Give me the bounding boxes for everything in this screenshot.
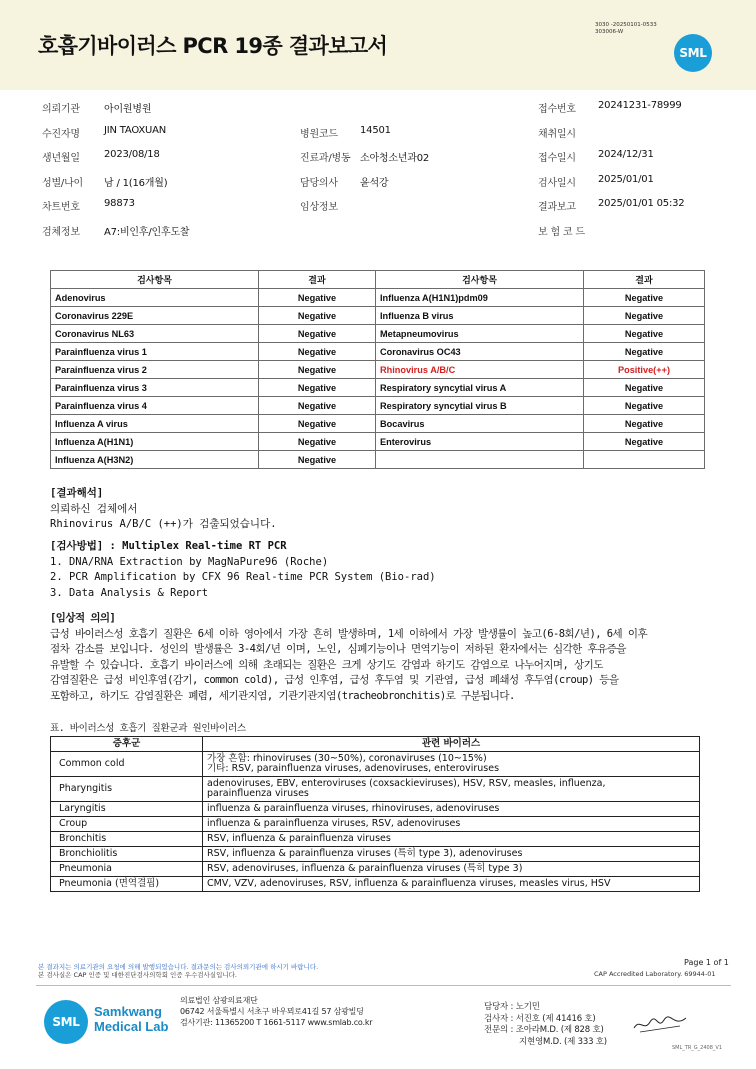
virus-cell: [203, 877, 700, 892]
test-name-cell: Adenovirus: [51, 289, 259, 307]
info-label: 검체정보: [42, 226, 80, 238]
method-line: 2. PCR Amplification by CFX 96 Real-time PCR System (Bio-rad): [50, 571, 436, 583]
clinical-line: 유발할 수 있습니다. 호흡기 바이러스에 의해 초래되는 질환은 크게 상기도 감염과 하기도 감염으로 나누어지며, 상기도: [50, 658, 603, 671]
virus-line: RSV, influenza & parainfluenza viruses (특히 type 3), adenoviruses: [207, 848, 523, 859]
test-name-cell: Influenza B virus: [376, 307, 584, 325]
clinical-line: 감염질환은 급성 비인후염(감기, common cold), 급성 인후염, 급성 후두염 및 기관염, 급성 폐쇄성 후두염(croup) 등을: [50, 674, 619, 686]
virus-row: [51, 847, 700, 862]
result-cell: Negative: [259, 343, 376, 361]
signature-image: [630, 1012, 690, 1037]
virus-line: adenoviruses, EBV, enteroviruses (coxsackieviruses), HSV, RSV, measles, influenza,: [207, 778, 606, 789]
test-name-cell: Coronavirus NL63: [51, 325, 259, 343]
clinical-heading: [임상적 의의]: [50, 612, 116, 624]
col-header-syndrome: 증후군: [51, 737, 203, 752]
result-cell: Negative: [584, 415, 705, 433]
syndrome-cell: Laryngitis: [51, 802, 203, 817]
method-line: 3. Data Analysis & Report: [50, 586, 209, 599]
info-label: 검사일시: [538, 177, 576, 189]
result-row: [51, 433, 705, 451]
info-value: 2025/01/01 05:32: [598, 198, 685, 209]
test-name-cell: Parainfluenza virus 1: [51, 343, 259, 361]
clinical-line: 급성 바이러스성 호흡기 질환은 6세 이하 영아에서 가장 흔히 발생하며, 1세 이하에서 가장 발생률이 높고(6-8회/년), 6세 이후: [50, 627, 648, 640]
virus-line: 기타: RSV, parainfluenza viruses, adenoviruses, enteroviruses: [207, 763, 500, 774]
syndrome-cell: Pharyngitis: [51, 777, 203, 802]
cap-accreditation: CAP Accredited Laboratory. 69944-01: [594, 970, 716, 978]
result-cell: Negative: [259, 379, 376, 397]
virus-row: [51, 802, 700, 817]
info-label: 담당의사: [300, 177, 338, 189]
result-cell: Negative: [259, 307, 376, 325]
col-header-test: 검사항목: [51, 271, 259, 289]
info-row: [42, 223, 722, 248]
result-cell: Negative: [259, 397, 376, 415]
virus-line: influenza & parainfluenza viruses, rhinoviruses, adenoviruses: [207, 803, 500, 814]
result-row: [51, 415, 705, 433]
virus-line: parainfluenza viruses: [207, 788, 309, 799]
info-value: 14501: [360, 124, 391, 136]
result-row: [51, 343, 705, 361]
col-header-result: 결과: [584, 271, 705, 289]
report-title: 호흡기바이러스 PCR 19종 결과보고서: [38, 34, 388, 58]
sml-logo-footer: SML: [44, 1000, 88, 1044]
result-row: [51, 397, 705, 415]
method-section: [50, 539, 436, 601]
virus-header-row: [51, 737, 700, 752]
method-line: 1. DNA/RNA Extraction by MagNaPure96 (Roche): [50, 555, 329, 568]
interpretation-heading: [결과해석]: [50, 487, 104, 499]
test-name-cell: Metapneumovirus: [376, 325, 584, 343]
info-value: 2024/12/31: [598, 149, 654, 160]
col-header-result: 결과: [259, 271, 376, 289]
info-value: 2025/01/01: [598, 173, 654, 185]
virus-cell: [203, 802, 700, 817]
info-row: [42, 198, 722, 223]
info-value: 98873: [104, 198, 135, 209]
report-header: [0, 0, 756, 90]
info-row: [42, 100, 722, 125]
info-label: 접수번호: [538, 104, 576, 115]
document-code: 3030 -20250101-0533 303006-W: [595, 22, 657, 35]
test-name-cell: [376, 451, 584, 469]
method-heading: [검사방법] : Multiplex Real-time RT PCR: [50, 540, 287, 552]
info-value: 20241231-78999: [598, 100, 682, 111]
info-label: 생년월일: [42, 153, 80, 164]
virus-body: [51, 752, 700, 892]
info-value: 윤석강: [360, 177, 389, 189]
virus-cell: [203, 862, 700, 877]
results-body: [51, 289, 705, 469]
syndrome-cell: Bronchitis: [51, 832, 203, 847]
virus-row: [51, 862, 700, 877]
info-value: 2023/08/18: [104, 149, 160, 160]
info-value: 남 / 1(16개월): [104, 177, 168, 189]
result-cell: Negative: [584, 433, 705, 451]
result-cell: Negative: [584, 379, 705, 397]
info-label: 병원코드: [300, 128, 338, 140]
info-value: 소아청소년과02: [360, 153, 430, 164]
syndrome-cell: Pneumonia (면역결핍): [51, 877, 203, 892]
virus-line: CMV, VZV, adenoviruses, RSV, influenza & parainfluenza viruses, measles virus, HSV: [207, 878, 611, 889]
virus-row: [51, 777, 700, 802]
virus-table-caption: 표. 바이러스성 호흡기 질환군과 원인바이러스: [50, 723, 246, 734]
col-header-test: 검사항목: [376, 271, 584, 289]
virus-cell: [203, 847, 700, 862]
info-value: A7:비인후/인후도찰: [104, 226, 190, 238]
result-cell: Negative: [259, 451, 376, 469]
result-cell: Negative: [259, 361, 376, 379]
clinical-line: 포함하고, 하기도 감염질환은 폐렴, 세기관지염, 기관기관지염(tracheobronchitis)로 구분됩니다.: [50, 689, 515, 702]
interpretation-line: Rhinovirus A/B/C (++)가 검출되었습니다.: [50, 518, 277, 530]
result-row: [51, 307, 705, 325]
info-label: 진료과/병동: [300, 153, 351, 164]
result-row: [51, 361, 705, 379]
info-label: 의뢰기관: [42, 104, 80, 115]
result-cell: [584, 451, 705, 469]
info-row: [42, 174, 722, 199]
result-row: [51, 379, 705, 397]
footer-note: 본 결과지는 의료기관의 요청에 의해 발행되었습니다. 결과문의는 검사의뢰기관에 하시기 바랍니다. 본 검사실은 CAP 인증 및 대한진단검사의학회 인증 우수검사실입니다.: [38, 963, 319, 979]
virus-row: [51, 817, 700, 832]
page-number: Page 1 of 1: [684, 958, 729, 967]
test-name-cell: Coronavirus OC43: [376, 343, 584, 361]
footer-divider: [36, 985, 731, 986]
results-table: [50, 270, 705, 469]
info-label: 접수일시: [538, 153, 576, 164]
test-name-cell: Parainfluenza virus 4: [51, 397, 259, 415]
test-name-cell: Bocavirus: [376, 415, 584, 433]
test-name-cell: Influenza A virus: [51, 415, 259, 433]
syndrome-cell: Common cold: [51, 752, 203, 777]
test-name-cell: Respiratory syncytial virus A: [376, 379, 584, 397]
info-label: 차트번호: [42, 202, 80, 213]
info-label: 채취일시: [538, 128, 576, 140]
result-cell: Negative: [259, 325, 376, 343]
virus-row: [51, 877, 700, 892]
virus-line: 가장 흔함: rhinoviruses (30~50%), coronaviruses (10~15%): [207, 753, 487, 764]
test-name-cell: Respiratory syncytial virus B: [376, 397, 584, 415]
test-name-cell: Parainfluenza virus 3: [51, 379, 259, 397]
virus-cell: [203, 817, 700, 832]
result-row: [51, 289, 705, 307]
clinical-section: [50, 611, 647, 704]
result-cell: Negative: [584, 343, 705, 361]
result-row: [51, 451, 705, 469]
virus-cell: [203, 832, 700, 847]
info-value: 아이원병원: [104, 104, 152, 115]
info-row: [42, 149, 722, 174]
result-row: [51, 325, 705, 343]
info-label: 보 험 코 드: [538, 226, 585, 238]
result-cell: Negative: [259, 433, 376, 451]
info-value: JIN TAOXUAN: [104, 124, 167, 136]
test-name-cell: Coronavirus 229E: [51, 307, 259, 325]
clinical-line: 점차 감소를 보입니다. 성인의 발생률은 3-4회/년 이며, 노인, 심폐기능이나 면역기능이 저하된 환자에서는 심각한 후유증을: [50, 643, 626, 655]
info-label: 수진자명: [42, 128, 80, 140]
col-header-viruses: 관련 바이러스: [203, 737, 700, 752]
interpretation-line: 의뢰하신 검체에서: [50, 502, 138, 515]
info-label: 성별/나이: [42, 177, 84, 189]
result-cell: Negative: [584, 325, 705, 343]
brand-name: Samkwang Medical Lab: [94, 1004, 169, 1034]
syndrome-cell: Bronchiolitis: [51, 847, 203, 862]
syndrome-cell: Croup: [51, 817, 203, 832]
info-label: 임상정보: [300, 202, 338, 213]
virus-cell: [203, 777, 700, 802]
virus-row: [51, 832, 700, 847]
patient-info: [42, 100, 722, 247]
test-name-cell: Enterovirus: [376, 433, 584, 451]
info-label: 결과보고: [538, 202, 576, 213]
test-name-cell: Influenza A(H3N2): [51, 451, 259, 469]
syndrome-cell: Pneumonia: [51, 862, 203, 877]
result-cell: Negative: [259, 289, 376, 307]
virus-line: RSV, influenza & parainfluenza viruses: [207, 833, 391, 844]
staff-list: 담당자 : 노기민 검사자 : 서진호 (제 41416 호) 전문의 : 조아라M.D. (제 828 호) 지현영M.D. (제 333 호): [484, 1002, 607, 1047]
test-name-cell: Influenza A(H1N1): [51, 433, 259, 451]
test-name-cell: Influenza A(H1N1)pdm09: [376, 289, 584, 307]
sml-logo: SML: [674, 34, 712, 72]
virus-row: [51, 752, 700, 777]
result-cell: Negative: [584, 289, 705, 307]
result-cell: Positive(++): [584, 361, 705, 379]
lab-address: 의료법인 삼광의료재단 06742 서울특별시 서초구 바우뫼로41길 57 삼광빌딩 검사기관: 11365200 T 1661-5117 www.smlab.co.kr: [180, 996, 373, 1027]
form-code: SML_TR_G_2408_V1: [672, 1045, 723, 1051]
results-header-row: [51, 271, 705, 289]
virus-cell: [203, 752, 700, 777]
result-cell: Negative: [259, 415, 376, 433]
info-row: [42, 125, 722, 150]
result-cell: Negative: [584, 307, 705, 325]
result-cell: Negative: [584, 397, 705, 415]
virus-line: RSV, adenoviruses, influenza & parainfluenza viruses (특히 type 3): [207, 863, 523, 874]
test-name-cell: Rhinovirus A/B/C: [376, 361, 584, 379]
test-name-cell: Parainfluenza virus 2: [51, 361, 259, 379]
virus-line: influenza & parainfluenza viruses, RSV, adenoviruses: [207, 818, 461, 829]
interpretation-section: [50, 486, 277, 533]
virus-table: [50, 736, 700, 892]
